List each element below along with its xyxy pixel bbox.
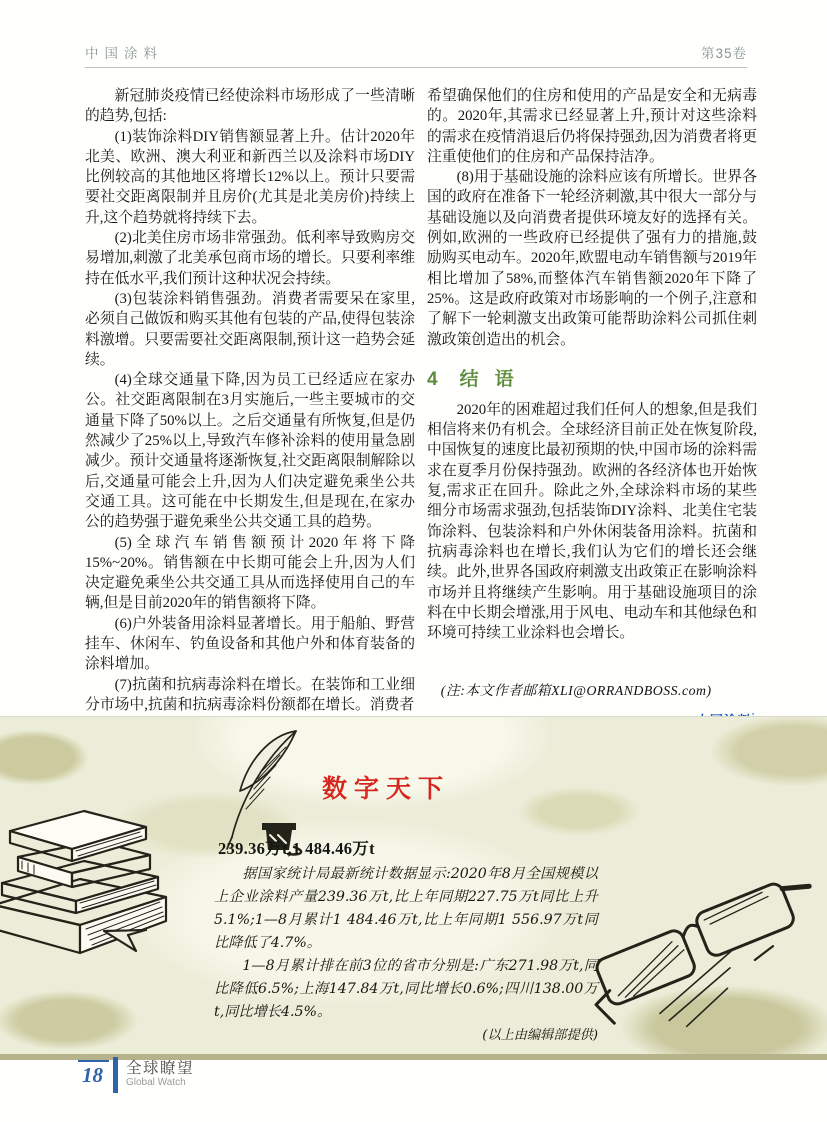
footer-section-cn: 全球瞭望 (126, 1060, 195, 1077)
author-email-note: (注:本文作者邮箱XLI@ORRANDBOSS.com) (440, 683, 712, 699)
paragraph-intro: 新冠肺炎疫情已经使涂料市场形成了一些清晰的趋势,包括: (85, 88, 415, 125)
paragraph-item-7: (7)抗菌和抗病毒涂料在增长。在装饰和工业细分市场中,抗菌和抗病毒涂料份额都在增长。消费者 (85, 676, 415, 713)
editor-credit: (以上由编辑部提供) (482, 1028, 598, 1043)
section-number: 4 (427, 368, 438, 390)
digits-panel (0, 716, 827, 1060)
panel-title: 数字天下 (322, 775, 451, 803)
right-column (427, 86, 757, 747)
stats-paragraph-2: 1—8月累计排在前3位的省市分别是:广东271.98万t,同比降低6.5%;上海147.84万t,同比增长0.6%;四川138.00万t,同比增长4.5%。 (214, 958, 598, 1020)
section-title: 结语 (459, 368, 530, 390)
book-stack-illustration (0, 789, 176, 969)
page-number: 18 (78, 1060, 109, 1086)
paragraph-item-4: (4)全球交通量下降,因为员工已经适应在家办公。社交距离限制在3月实施后,一些主要城市的交通量下降了50%以上。之后交通量有所恢复,但是仍然减少了25%以上,导致汽车修补涂料的使用量急剧减少。预计交通量将逐渐恢复,社交距离限制解除以后,交通量可能会上升,因为人们决定避免乘坐公共交通工具。这可能在中长期发生,但是现在,在家办公的趋势强于避免乘坐公共交通工具的趋势。 (85, 372, 415, 531)
footer-section-en: Global Watch (126, 1077, 186, 1089)
section-heading-conclusion (427, 364, 757, 391)
volume-label: 第35卷 (700, 46, 747, 61)
paragraph-item-6: (6)户外装备用涂料显著增长。用于船舶、野营挂车、休闲车、钓鱼设备和其他户外和体育装备的涂料增加。 (85, 615, 415, 673)
left-column (85, 86, 415, 715)
paragraph-item-5: (5)全球汽车销售额预计2020年将下降15%~20%。销售额在中长期可能会上升,因为人们决定避免乘坐公共交通工具从而选择使用自己的车辆,但是目前2020年的销售额将下降。 (85, 534, 415, 612)
paragraph-item-3: (3)包装涂料销售强劲。消费者需要呆在家里,必须自己做饭和购买其他有包装的产品,使得包装涂料激增。只要需要社交距离限制,预计这一趋势会延续。 (85, 290, 415, 368)
paragraph-item-8: (8)用于基础设施的涂料应该有所增长。世界各国的政府在准备下一轮经济刺激,其中很大一部分与基础设施以及向消费者提供环境友好的选择有关。例如,欧洲的一些政府已经提供了强有力的措施,鼓励购买电动车。2020年,欧盟电动车销售额与2019年相比增加了58%,而整体汽车销售额2020年下降了25%。这是政府政策对市场影响的一个例子,注意和了解下一轮刺激支出政策可能帮助涂料公司抓住刺激政策创造出的机会。 (427, 169, 757, 348)
journal-title: 中国涂料 (85, 46, 163, 61)
footer-section (126, 1060, 194, 1088)
page-header (85, 38, 747, 68)
paragraph-item-2: (2)北美住房市场非常强劲。低利率导致购房交易增加,刺激了北美承包商市场的增长。只要利率维持在低水平,我们预计这种状况会持续。 (85, 230, 415, 287)
panel-headline: 239.36万t,1 484.46万t (218, 839, 375, 858)
page-footer (78, 1060, 194, 1093)
stats-paragraph-1: 据国家统计局最新统计数据显示:2020年8月全国规模以上企业涂料产量239.36万t,比上年同期227.75万t同比上升5.1%;1—8月累计1 484.46万t,比上年同期1 556.97万t同比降低了4.7%。 (214, 866, 598, 951)
glasses-illustration (575, 829, 825, 1049)
panel-statistics (214, 863, 598, 1047)
footer-divider-bar (113, 1057, 118, 1093)
paragraph-conclusion: 2020年的困难超过我们任何人的想象,但是我们相信将来仍有机会。全球经济目前正处在恢复阶段,中国恢复的速度比最初预期的快,中国市场的涂料需求在夏季月份保持强劲。欧洲的各经济体也开始恢复,需求正在回升。除此之外,全球涂料市场的某些细分市场需求强劲,包括装饰DIY涂料、北美住宅装饰涂料、包装涂料和户外休闲装备用涂料。抗菌和抗病毒涂料也在增长,我们认为它们的增长还会继续。此外,世界各国政府刺激支出政策正在影响涂料市场并且将继续产生影响。用于基础设施项目的涂料在中长期会增涨,用于风电、电动车和其他绿色和环境可持续工业涂料也会增长。 (427, 401, 757, 642)
paragraph-item-1: (1)装饰涂料DIY销售额显著上升。估计2020年北美、欧洲、澳大利亚和新西兰以及涂料市场DIY比例较高的其他地区将增长12%以上。预计只要需要社交距离限制并且房价(尤其是北美房价)持续上升,这个趋势就将持续下去。 (85, 128, 415, 226)
paragraph-continuation: 希望确保他们的住房和使用的产品是安全和无病毒的。2020年,其需求已经显著上升,预计对这些涂料的需求在疫情消退后仍将保持强劲,因为消费者将更注重使他们的住房和产品保持洁净。 (427, 88, 757, 165)
